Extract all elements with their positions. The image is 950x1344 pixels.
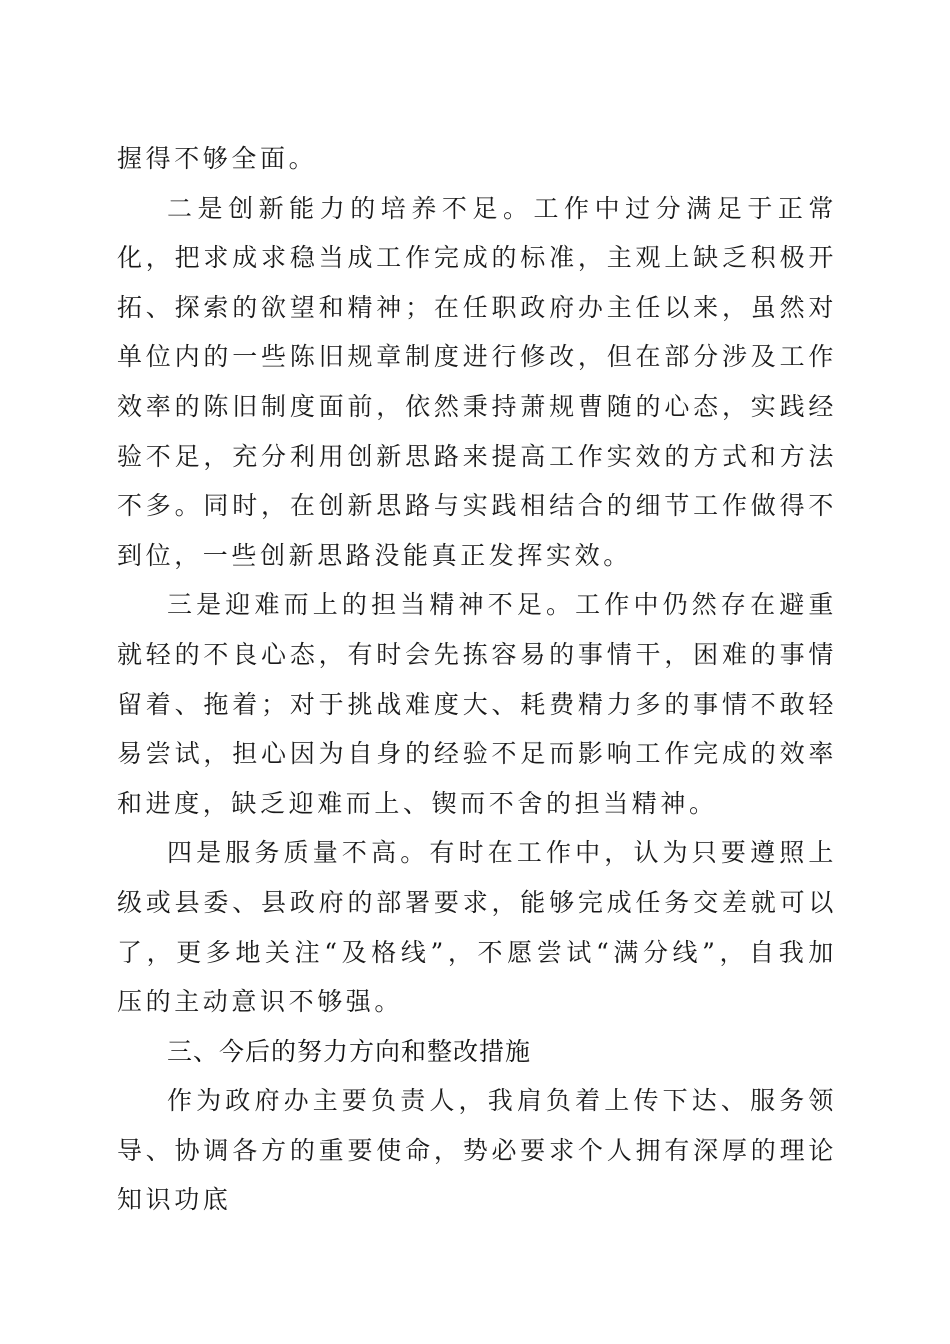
- section-heading: 三、今后的努力方向和整改措施: [167, 1036, 532, 1066]
- paragraph-responsibility: 三是迎难而上的担当精神不足。工作中仍然存在避重就轻的不良心态，有时会先拣容易的事情干，困难的事情留着、拖着；对于挑战难度大、耗费精力多的事情不敢轻易尝试，担心因为自身的经验不足而影响工作完成的效率和进度，缺乏迎难而上、锲而不舍的担当精神。: [117, 590, 837, 818]
- paragraph-service-quality: 四是服务质量不高。有时在工作中，认为只要遵照上级或县委、县政府的部署要求，能够完成任务交差就可以了，更多地关注“及格线”，不愿尝试“满分线”，自我加压的主动意识不够强。: [117, 838, 837, 1017]
- paragraph-continuation: 握得不够全面。: [117, 144, 318, 173]
- paragraph-closing: 作为政府办主要负责人，我肩负着上传下达、服务领导、协调各方的重要使命，势必要求个人拥有深厚的理论知识功底: [117, 1086, 837, 1215]
- document-body: [117, 134, 837, 1225]
- paragraph-innovation: 二是创新能力的培养不足。工作中过分满足于正常化，把求成求稳当成工作完成的标准，主观上缺乏积极开拓、探索的欲望和精神；在任职政府办主任以来，虽然对单位内的一些陈旧规章制度进行修改，但在部分涉及工作效率的陈旧制度面前，依然秉持萧规曹随的心态，实践经验不足，充分利用创新思路来提高工作实效的方式和方法不多。同时，在创新思路与实践相结合的细节工作做得不到位，一些创新思路没能真正发挥实效。: [117, 193, 837, 570]
